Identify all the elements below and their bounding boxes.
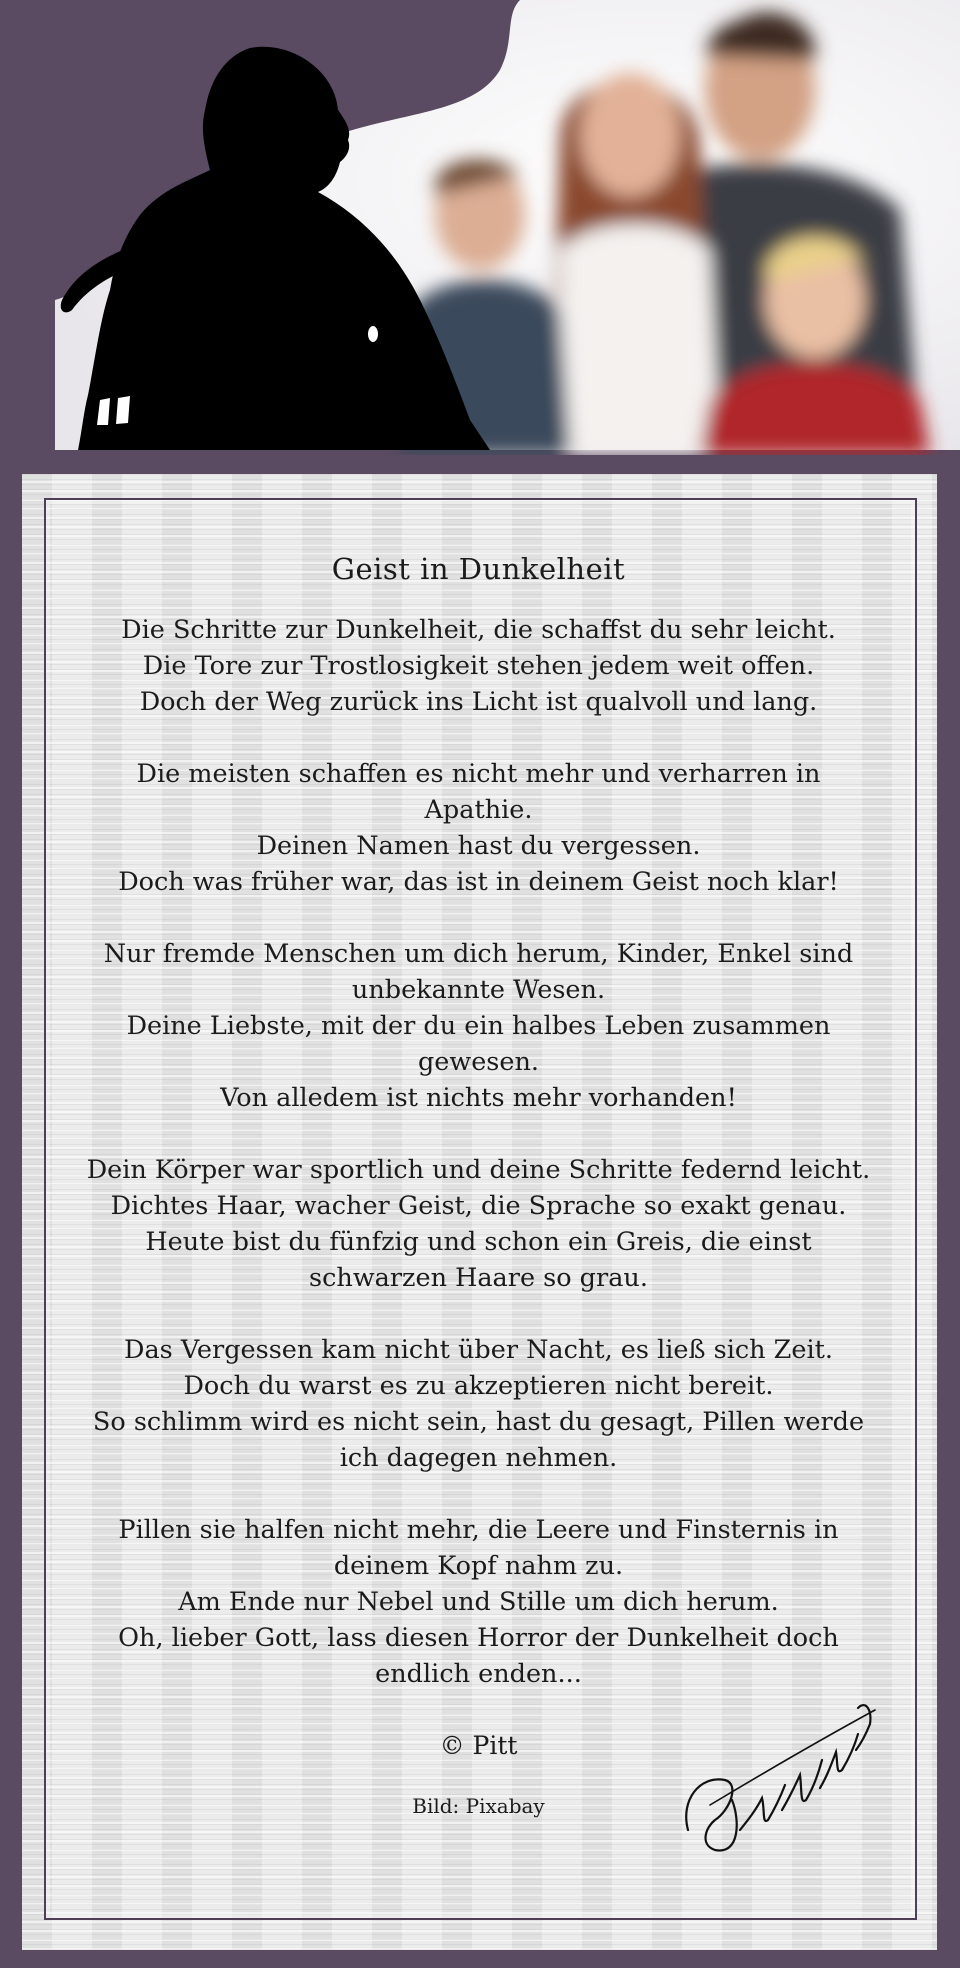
poem-line: Die meisten schaffen es nicht mehr und verharren in Apathie. [136,759,821,825]
poem-line: Nur fremde Menschen um dich herum, Kinder, Enkel sind unbekannte Wesen. [103,939,854,1005]
poem-line: Heute bist du fünfzig und schon ein Greis, die einst schwarzen Haare so grau. [145,1227,812,1293]
poem-line: Dein Körper war sportlich und deine Schritte federnd leicht. [86,1155,871,1185]
poem-line: So schlimm wird es nicht sein, hast du gesagt, Pillen werde ich dagegen nehmen. [92,1407,865,1473]
stanza-5 [44,1332,913,1476]
poem-line: Deinen Namen hast du vergessen. [256,831,701,861]
stanza-6 [44,1512,913,1692]
stanza-4 [44,1152,913,1296]
stanza-3 [44,936,913,1116]
poem-content [44,498,913,1820]
poem-line: Pillen sie halfen nicht mehr, die Leere und Finsternis in deinem Kopf nahm zu. [118,1515,839,1581]
poem-line: Doch der Weg zurück ins Licht ist qualvoll und lang. [139,687,818,717]
poem-line: Doch du warst es zu akzeptieren nicht bereit. [183,1371,774,1401]
poem-line: Oh, lieber Gott, lass diesen Horror der Dunkelheit doch endlich enden... [118,1623,839,1689]
stanza-1 [44,612,913,720]
poem-line: Die Tore zur Trostlosigkeit stehen jedem weit offen. [142,651,815,681]
stanza-2 [44,756,913,900]
copyright: © Pitt [439,1731,518,1760]
header-illustration [0,0,960,455]
signature-logo [670,1680,890,1860]
poem-line: Das Vergessen kam nicht über Nacht, es ließ sich Zeit. [124,1335,833,1365]
poem-line: Doch was früher war, das ist in deinem Geist noch klar! [118,867,839,897]
image-credit: Bild: Pixabay [412,1794,545,1818]
header-image [0,0,960,455]
poem-line: Deine Liebste, mit der du ein halbes Leben zusammen gewesen. [126,1011,831,1077]
poem-line: Von alledem ist nichts mehr vorhanden! [220,1083,737,1113]
poem-line: Die Schritte zur Dunkelheit, die schaffst du sehr leicht. [121,615,836,645]
poem-title: Geist in Dunkelheit [331,552,626,586]
poem-line: Dichtes Haar, wacher Geist, die Sprache so exakt genau. [110,1191,847,1221]
poem-line: Am Ende nur Nebel und Stille um dich herum. [178,1587,779,1617]
